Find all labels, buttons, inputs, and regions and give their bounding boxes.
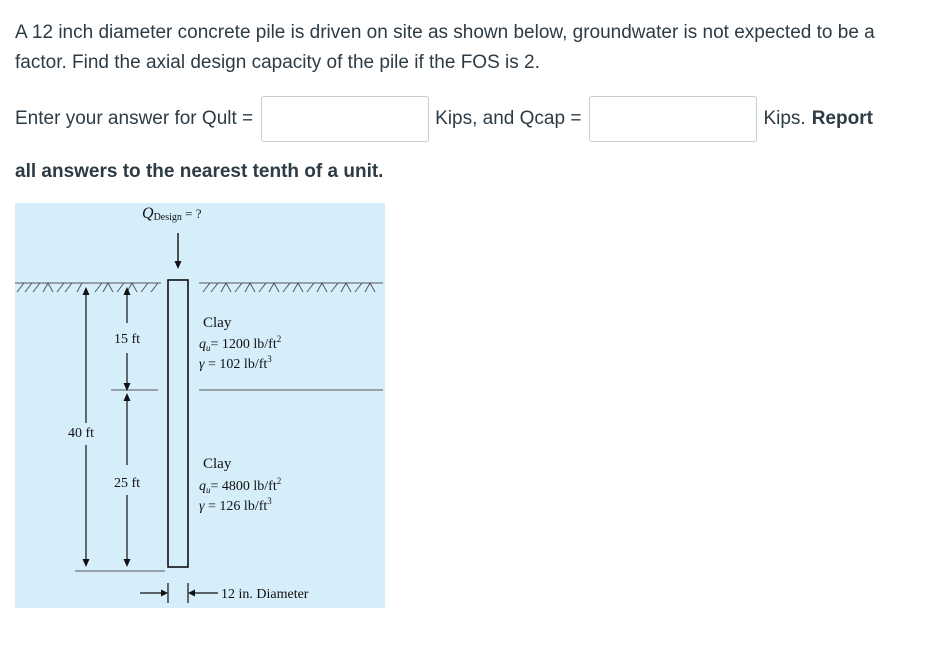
diameter-label: 12 in. Diameter bbox=[221, 587, 309, 602]
answer-row bbox=[15, 93, 873, 145]
layer1-qu: $q_u= 1200$ $lb/ft^2$ bbox=[199, 334, 282, 353]
pile-diagram bbox=[15, 203, 385, 608]
rounding-note: all answers to the nearest tenth of a unit. bbox=[15, 161, 384, 182]
qcap-label: Kips, and Qcap = bbox=[435, 108, 582, 129]
layer2-name: Clay bbox=[203, 456, 232, 472]
dim-25ft-label: 25 ft bbox=[114, 476, 141, 491]
kips-label: Kips. bbox=[763, 108, 806, 129]
layer2-qu: $q_u= 4800$ $lb/ft^2$ bbox=[199, 476, 282, 495]
layer1-gamma: γ = 102 $lb/ft^3$ bbox=[199, 354, 272, 372]
q-design-label: QDesign = ? bbox=[142, 205, 202, 223]
dim-15ft-label: 15 ft bbox=[114, 332, 141, 347]
question-text: A 12 inch diameter concrete pile is driven on site as shown below, groundwater is not expected to be a factor. Find the axial design capacity of the pile if the FOS is 2. bbox=[15, 22, 875, 73]
qult-input[interactable] bbox=[261, 96, 429, 142]
report-label: Report bbox=[811, 108, 873, 129]
qult-label: Enter your answer for Qult = bbox=[15, 108, 254, 129]
layer2-gamma: γ = 126 $lb/ft^3$ bbox=[199, 496, 272, 514]
diagram-background bbox=[15, 203, 385, 608]
dim-40ft-label: 40 ft bbox=[68, 426, 95, 441]
layer1-name: Clay bbox=[203, 315, 232, 331]
qcap-input[interactable] bbox=[589, 96, 757, 142]
